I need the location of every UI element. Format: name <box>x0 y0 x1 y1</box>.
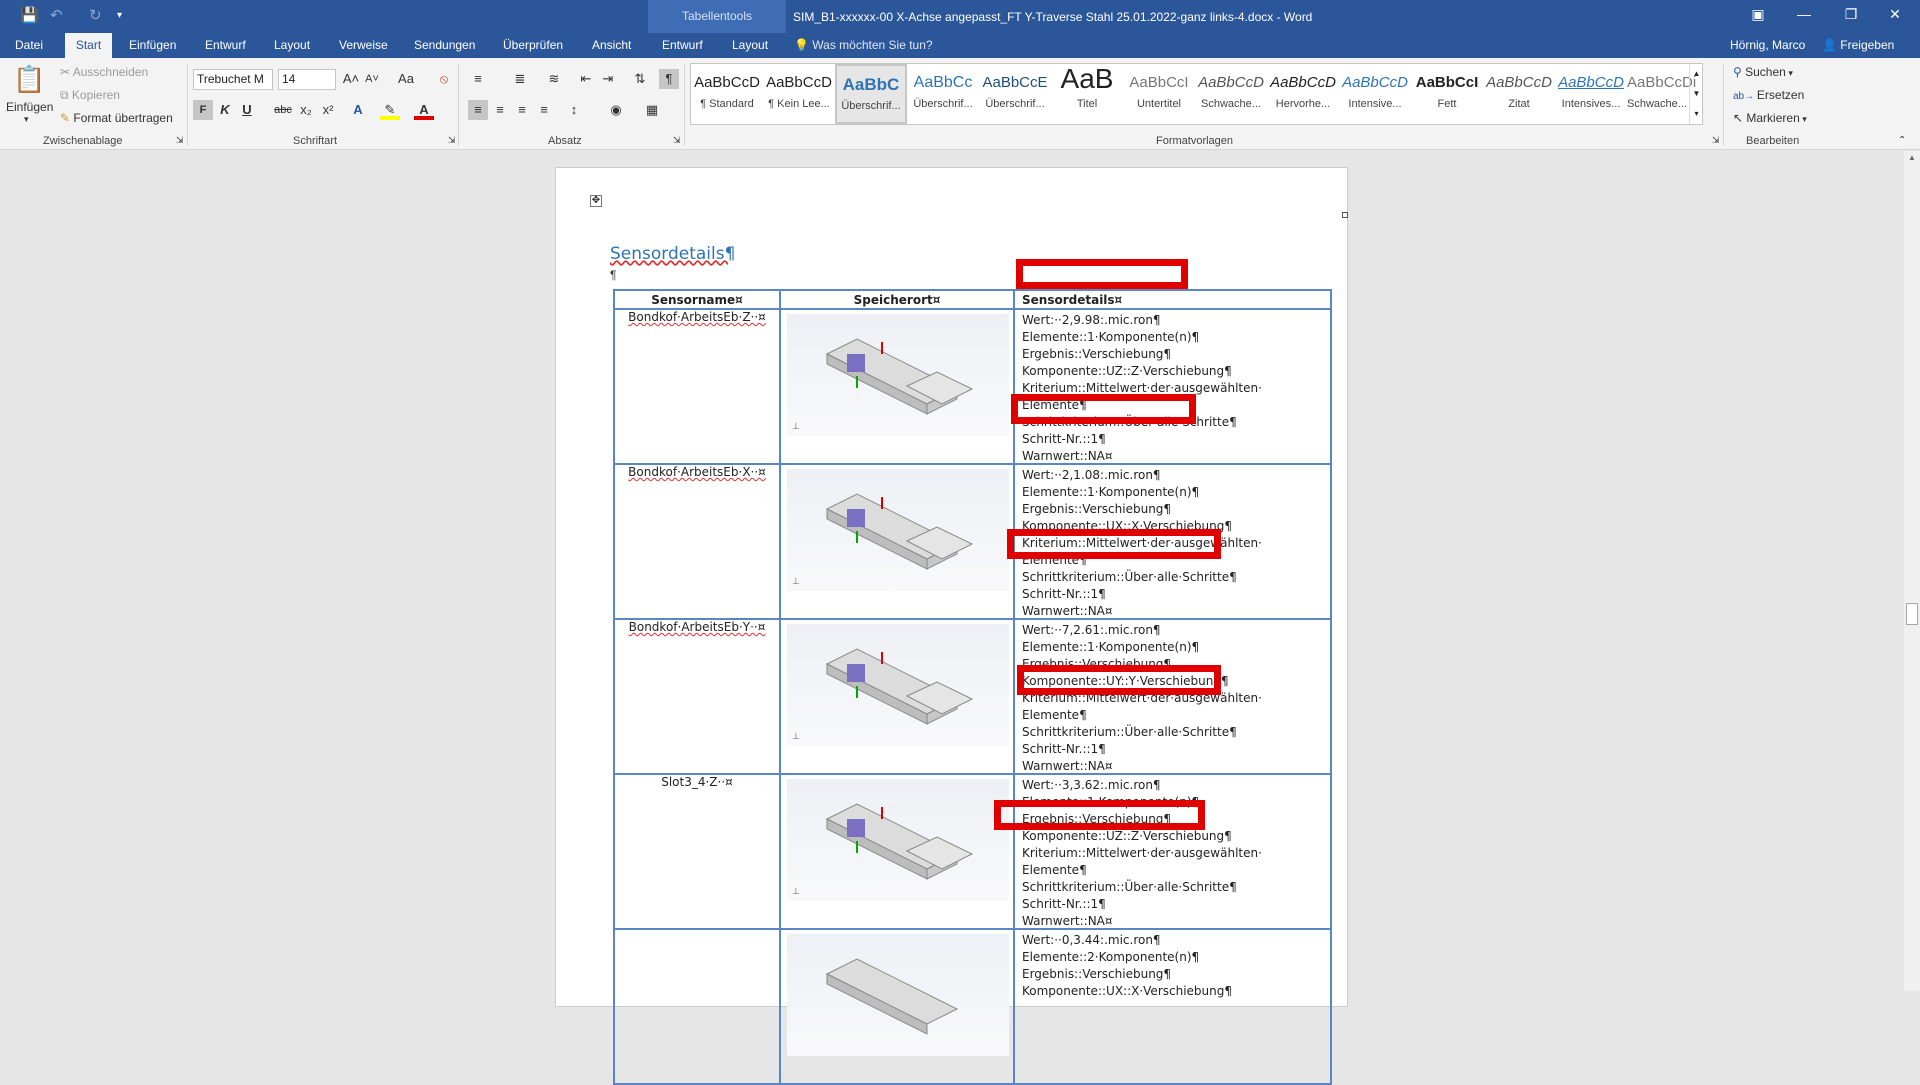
group-divider <box>187 64 188 146</box>
sensor-name-cell[interactable]: Bondkof·ArbeitsEb·X··¤ <box>614 464 780 619</box>
undo-icon[interactable]: ↶ <box>50 7 63 24</box>
dialog-launcher-icon[interactable]: ⇲ <box>176 135 184 145</box>
maximize-icon[interactable]: ❐ <box>1844 6 1858 22</box>
grow-font-icon[interactable]: A˄ <box>342 71 360 86</box>
tab-ueberpruefen[interactable]: Überprüfen <box>503 38 564 52</box>
table-row <box>614 464 1331 619</box>
detail-line: Schrittkriterium::Über·alle·Schritte¶ <box>1022 880 1237 894</box>
detail-line: Ergebnis::Verschiebung¶ <box>1022 502 1172 516</box>
detail-line: Elemente::1·Komponente(n)¶ <box>1022 485 1200 499</box>
paste-icon[interactable]: 📋 <box>13 64 46 94</box>
cut-label: Ausschneiden <box>72 65 149 79</box>
borders-icon[interactable]: ▦ <box>645 102 659 117</box>
style-schwacher-verweis[interactable] <box>1627 64 1697 124</box>
style-name: Überschrif... <box>913 98 973 110</box>
style-preview: AaBbC <box>842 75 900 94</box>
detail-line: Kriterium::Mittelwert·der·ausgewählten· <box>1022 381 1262 395</box>
style-name: Intensive... <box>1348 98 1402 110</box>
dialog-launcher-icon[interactable]: ⇲ <box>1712 135 1720 145</box>
bold-button[interactable]: F <box>193 100 213 120</box>
highlight-box <box>1016 259 1188 289</box>
detail-line: Ergebnis::Verschiebung¶ <box>1022 657 1172 671</box>
highlight-icon[interactable]: ✎ <box>380 100 400 120</box>
paste-button[interactable]: Einfügen <box>6 100 54 114</box>
share-button[interactable] <box>1822 33 1894 58</box>
sort-icon[interactable]: ⇅ <box>634 71 646 86</box>
document-area[interactable] <box>0 151 1904 998</box>
align-center-icon[interactable]: ≡ <box>496 102 504 117</box>
format-painter-label: Format übertragen <box>73 111 173 125</box>
svg-text:⊥: ⊥ <box>792 422 800 432</box>
group-divider <box>1723 64 1724 146</box>
tell-me-label: Was möchten Sie tun? <box>812 38 933 52</box>
detail-line: Schritt-Nr.::1¶ <box>1022 742 1106 756</box>
paintbrush-icon: ✎ <box>60 111 74 125</box>
style-preview: AaBbCcD <box>766 74 832 91</box>
tab-datei[interactable]: Datei <box>7 33 51 58</box>
scrollbar-thumb[interactable] <box>1906 603 1918 625</box>
header-sensorname[interactable]: Sensorname¤ <box>614 290 780 309</box>
table-resize-marker <box>1342 212 1348 218</box>
highlight-box <box>1011 394 1196 424</box>
detail-line: Komponente::UY::Y·Verschiebung¶ <box>1022 674 1229 688</box>
style-preview: AaBbCc <box>913 74 973 91</box>
cursor-icon: ↖ <box>1733 111 1747 125</box>
italic-button[interactable]: K <box>220 102 230 117</box>
line-spacing-icon[interactable]: ↕ <box>570 102 578 117</box>
model-image <box>787 779 1009 901</box>
justify-icon[interactable]: ≡ <box>540 102 548 117</box>
style-name: Schwache... <box>1627 98 1687 110</box>
tab-table-layout[interactable]: Layout <box>732 38 769 52</box>
copy-button[interactable] <box>60 88 120 103</box>
style-name: ¶ Standard <box>700 98 754 110</box>
detail-line: Warnwert::NA¤ <box>1022 914 1113 928</box>
detail-line: Elemente¶ <box>1022 398 1087 412</box>
tab-entwurf[interactable]: Entwurf <box>205 38 246 52</box>
superscript-button[interactable]: x² <box>322 102 334 117</box>
tab-start[interactable]: Start <box>65 33 112 58</box>
redo-icon[interactable]: ↻ <box>89 7 102 24</box>
beam-model-drawing <box>787 779 1009 901</box>
detail-line: Schritt-Nr.::1¶ <box>1022 897 1106 911</box>
sensor-image-cell[interactable] <box>780 309 1014 464</box>
editing-group-label: Bearbeiten <box>1746 135 1800 147</box>
clipboard-group-label: Zwischenablage <box>43 135 123 147</box>
change-case-button[interactable]: Aa <box>398 71 414 86</box>
sensor-image-cell[interactable] <box>780 929 1014 1084</box>
style-name: Überschrif... <box>985 98 1045 110</box>
detail-line: Komponente::UZ::Z·Verschiebung¶ <box>1022 364 1232 378</box>
detail-line: Warnwert::NA¤ <box>1022 759 1113 773</box>
sensor-details-cell[interactable] <box>1014 929 1331 1084</box>
highlight-box <box>994 800 1205 830</box>
beam-model-drawing <box>787 624 1009 746</box>
detail-line: Wert:··0,3.44:.mic.ron¶ <box>1022 933 1161 947</box>
detail-line: Schritt-Nr.::1¶ <box>1022 587 1106 601</box>
style-ueberschrift-3[interactable] <box>979 64 1051 124</box>
sensor-name-cell[interactable]: Bondkof·ArbeitsEb·Z··¤ <box>614 309 780 464</box>
table-header-row <box>614 290 1331 309</box>
detail-line: Warnwert::NA¤ <box>1022 604 1113 618</box>
style-preview: AaBbCcI <box>1129 74 1189 91</box>
model-image <box>787 314 1009 436</box>
style-ueberschrift-2[interactable] <box>907 64 979 124</box>
clear-formatting-icon[interactable]: ⦸ <box>439 71 449 86</box>
detail-line: Schrittkriterium::Über·alle·Schritte¶ <box>1022 415 1237 429</box>
style-untertitel[interactable] <box>1123 64 1195 124</box>
find-button[interactable]: ⚲ Suchen ▾ <box>1733 65 1793 79</box>
search-icon: ⚲ <box>1733 65 1746 79</box>
style-name: Fett <box>1437 98 1457 110</box>
detail-line: Schritt-Nr.::1¶ <box>1022 432 1106 446</box>
styles-group-label: Formatvorlagen <box>1156 135 1234 147</box>
detail-line: Wert:··2,9.98:.mic.ron¶ <box>1022 313 1161 327</box>
shading-icon[interactable]: ◉ <box>610 102 622 117</box>
detail-line: Komponente::UX::X·Verschiebung¶ <box>1022 984 1232 998</box>
format-painter-button[interactable] <box>60 111 173 125</box>
style-preview: AaBbCcDi <box>1627 74 1697 91</box>
detail-line: Elemente::1·Komponente(n)¶ <box>1022 330 1200 344</box>
title-bar <box>0 0 1920 33</box>
detail-line: Wert:··7,2.61:.mic.ron¶ <box>1022 623 1161 637</box>
page-title[interactable]: Sensordetails¶ <box>610 244 736 264</box>
table-row <box>614 774 1331 929</box>
dialog-launcher-icon[interactable]: ⇲ <box>448 135 456 145</box>
style-schwache-hervorhebung[interactable] <box>1195 64 1267 124</box>
table-row <box>614 309 1331 464</box>
vertical-scrollbar[interactable] <box>1904 151 1920 991</box>
subscript-button[interactable]: x₂ <box>300 102 312 117</box>
style-zitat[interactable] <box>1483 64 1555 124</box>
svg-text:⊥: ⊥ <box>792 887 800 897</box>
bullets-icon[interactable]: ≡ <box>474 71 482 86</box>
style-hervorhebung[interactable] <box>1267 64 1339 124</box>
beam-model-drawing <box>787 934 1009 1056</box>
align-right-icon[interactable]: ≡ <box>518 102 526 117</box>
copy-icon: ⧉ <box>60 88 72 102</box>
scroll-up-icon[interactable]: ▲ <box>1908 153 1916 162</box>
beam-model-drawing <box>787 314 1009 436</box>
underline-button[interactable]: U <box>242 102 252 117</box>
detail-line: Elemente¶ <box>1022 708 1087 722</box>
context-tab-label: Tabellentools <box>648 0 786 33</box>
decrease-indent-icon[interactable]: ⇤ <box>580 71 592 86</box>
person-icon: 👤 <box>1822 38 1841 52</box>
style-titel[interactable] <box>1051 64 1123 124</box>
style-name: Hervorhe... <box>1275 98 1331 110</box>
font-size-field[interactable]: 14 <box>278 69 336 90</box>
multilevel-list-icon[interactable]: ≋ <box>548 71 560 86</box>
empty-paragraph[interactable]: ¶ <box>610 268 617 282</box>
sensor-image-cell[interactable] <box>780 774 1014 929</box>
replace-icon: ab→ <box>1733 91 1757 102</box>
lightbulb-icon: 💡 <box>794 38 813 52</box>
sensor-name-cell[interactable]: Bondkof·ArbeitsEb·Y··¤ <box>614 619 780 774</box>
style-preview: AaBbCcD <box>1558 74 1624 91</box>
sensor-image-cell[interactable] <box>780 619 1014 774</box>
collapse-ribbon-icon[interactable]: ⌃ <box>1898 135 1907 146</box>
model-image <box>787 934 1009 1056</box>
detail-line: Komponente::UZ::Z·Verschiebung¶ <box>1022 829 1232 843</box>
table-move-handle-icon[interactable]: ✥ <box>591 195 601 206</box>
tab-table-entwurf[interactable]: Entwurf <box>662 38 703 52</box>
style-name: Untertitel <box>1136 98 1182 110</box>
detail-line: Elemente¶ <box>1022 553 1087 567</box>
tell-me-search[interactable] <box>794 33 933 58</box>
header-speicherort[interactable]: Speicherort¤ <box>780 290 1014 309</box>
font-group-label: Schriftart <box>293 135 338 147</box>
model-image <box>787 624 1009 746</box>
show-formatting-icon[interactable]: ¶ <box>659 69 679 89</box>
shrink-font-icon[interactable]: A˅ <box>365 73 379 85</box>
style-name: ¶ Kein Lee... <box>768 98 830 110</box>
sensor-name-cell[interactable] <box>614 929 780 1084</box>
table-row <box>614 929 1331 1084</box>
style-preview: AaBbCcD <box>694 74 760 91</box>
style-preview: AaB <box>1060 63 1114 94</box>
replace-label: Ersetzen <box>1756 88 1805 102</box>
strikethrough-button[interactable]: abc <box>274 104 292 116</box>
select-label: Markieren <box>1746 111 1800 125</box>
detail-line: Ergebnis::Verschiebung¶ <box>1022 967 1172 981</box>
increase-indent-icon[interactable]: ⇥ <box>602 71 614 86</box>
style-preview: AaBbCcD <box>1342 74 1408 91</box>
style-preview: AaBbCcD <box>1486 74 1552 91</box>
ribbon-tabs <box>0 33 1920 58</box>
detail-line: Kriterium::Mittelwert·der·ausgewählten· <box>1022 846 1262 860</box>
model-image <box>787 469 1009 591</box>
group-divider <box>684 64 685 146</box>
user-name[interactable]: Hörnig, Marco <box>1730 38 1806 52</box>
detail-line: Kriterium::Mittelwert·der·ausgewählten· <box>1022 691 1262 705</box>
detail-line: Kriterium::Mittelwert·der·ausgewählten· <box>1022 536 1262 550</box>
paragraph-group-label: Absatz <box>548 135 582 147</box>
detail-line: Schrittkriterium::Über·alle·Schritte¶ <box>1022 725 1237 739</box>
highlight-box <box>1007 529 1221 559</box>
detail-line: Elemente::1·Komponente(n)¶ <box>1022 795 1200 809</box>
group-divider <box>458 64 459 146</box>
style-intensives-zitat[interactable] <box>1555 64 1627 124</box>
dialog-launcher-icon[interactable]: ⇲ <box>673 135 681 145</box>
table-row <box>614 619 1331 774</box>
style-name: Schwache... <box>1201 98 1261 110</box>
style-name: Zitat <box>1508 98 1530 110</box>
ribbon <box>0 58 1920 150</box>
align-left-icon[interactable]: ≡ <box>468 100 488 120</box>
tab-layout[interactable]: Layout <box>274 38 311 52</box>
style-preview: AaBbCcD <box>1270 74 1336 91</box>
paste-dropdown-icon[interactable]: ▾ <box>24 114 29 124</box>
save-icon[interactable]: 💾 <box>20 7 39 24</box>
detail-line: Ergebnis::Verschiebung¶ <box>1022 347 1172 361</box>
tab-verweise[interactable]: Verweise <box>339 38 388 52</box>
detail-line: Wert:··3,3.62:.mic.ron¶ <box>1022 778 1161 792</box>
detail-line: Komponente::UX::X·Verschiebung¶ <box>1022 519 1232 533</box>
detail-line: Schrittkriterium::Über·alle·Schritte¶ <box>1022 570 1237 584</box>
numbering-icon[interactable]: ≣ <box>514 71 526 86</box>
tab-sendungen[interactable]: Sendungen <box>414 38 476 52</box>
sensor-image-cell[interactable] <box>780 464 1014 619</box>
style-preview: AaBbCcD <box>1198 74 1264 91</box>
window-title: SIM_B1-xxxxxx-00 X-Achse angepasst_FT Y-Traverse Stahl 25.01.2022-ganz links-4.docx - Word <box>793 10 1313 24</box>
styles-gallery <box>690 63 1703 125</box>
scissors-icon: ✂ <box>60 65 73 79</box>
minimize-icon[interactable]: — <box>1797 6 1811 22</box>
cut-button[interactable] <box>60 65 148 79</box>
style-name: Überschrif... <box>841 100 901 112</box>
svg-text:⊥: ⊥ <box>792 732 800 742</box>
tab-einfuegen[interactable]: Einfügen <box>129 38 177 52</box>
close-icon[interactable]: ✕ <box>1889 6 1901 22</box>
font-name-field[interactable]: Trebuchet M <box>193 69 273 90</box>
detail-line: Wert:··2,1.08:.mic.ron¶ <box>1022 468 1161 482</box>
sensor-details-cell[interactable] <box>1014 309 1331 464</box>
share-label: Freigeben <box>1840 38 1895 52</box>
tab-ansicht[interactable]: Ansicht <box>592 38 632 52</box>
find-label: Suchen <box>1745 65 1786 79</box>
detail-line: Ergebnis::Verschiebung¶ <box>1022 812 1172 826</box>
highlight-box <box>1017 665 1221 695</box>
ribbon-display-icon[interactable]: ▣ <box>1751 6 1765 22</box>
style-ueberschrift-1[interactable] <box>835 64 907 124</box>
sensor-name-cell[interactable]: Slot3_4·Z··¤ <box>614 774 780 929</box>
svg-text:⊥: ⊥ <box>792 577 800 587</box>
document-page[interactable] <box>555 167 1348 1007</box>
style-standard[interactable] <box>691 64 763 124</box>
select-button[interactable]: ↖ Markieren ▾ <box>1733 111 1807 125</box>
text-effects-icon[interactable]: A <box>353 102 363 117</box>
style-intensive-hervorhebung[interactable] <box>1339 64 1411 124</box>
sensor-details-cell[interactable] <box>1014 774 1331 929</box>
sensor-details-cell[interactable] <box>1014 619 1331 774</box>
sensor-table <box>613 289 1332 1085</box>
style-name: Intensives... <box>1561 98 1621 110</box>
styles-scroll[interactable]: ▲ ▼ ▾ <box>1689 64 1703 124</box>
font-color-icon[interactable]: A <box>414 100 434 120</box>
style-name: Titel <box>1076 98 1098 110</box>
style-fett[interactable] <box>1411 64 1483 124</box>
style-preview: AaBbCcE <box>982 74 1048 91</box>
detail-line: Elemente::1·Komponente(n)¶ <box>1022 640 1200 654</box>
style-preview: AaBbCcI <box>1415 74 1479 91</box>
copy-label: Kopieren <box>71 88 120 102</box>
beam-model-drawing <box>787 469 1009 591</box>
customize-quick-access-icon[interactable]: ▾ <box>117 10 123 21</box>
detail-line: Elemente¶ <box>1022 863 1087 877</box>
style-kein-leerraum[interactable] <box>763 64 835 124</box>
header-sensordetails[interactable]: Sensordetails¤ <box>1014 290 1331 309</box>
detail-line: Elemente::2·Komponente(n)¶ <box>1022 950 1200 964</box>
detail-line: Warnwert::NA¤ <box>1022 449 1113 463</box>
replace-button[interactable] <box>1733 88 1804 102</box>
